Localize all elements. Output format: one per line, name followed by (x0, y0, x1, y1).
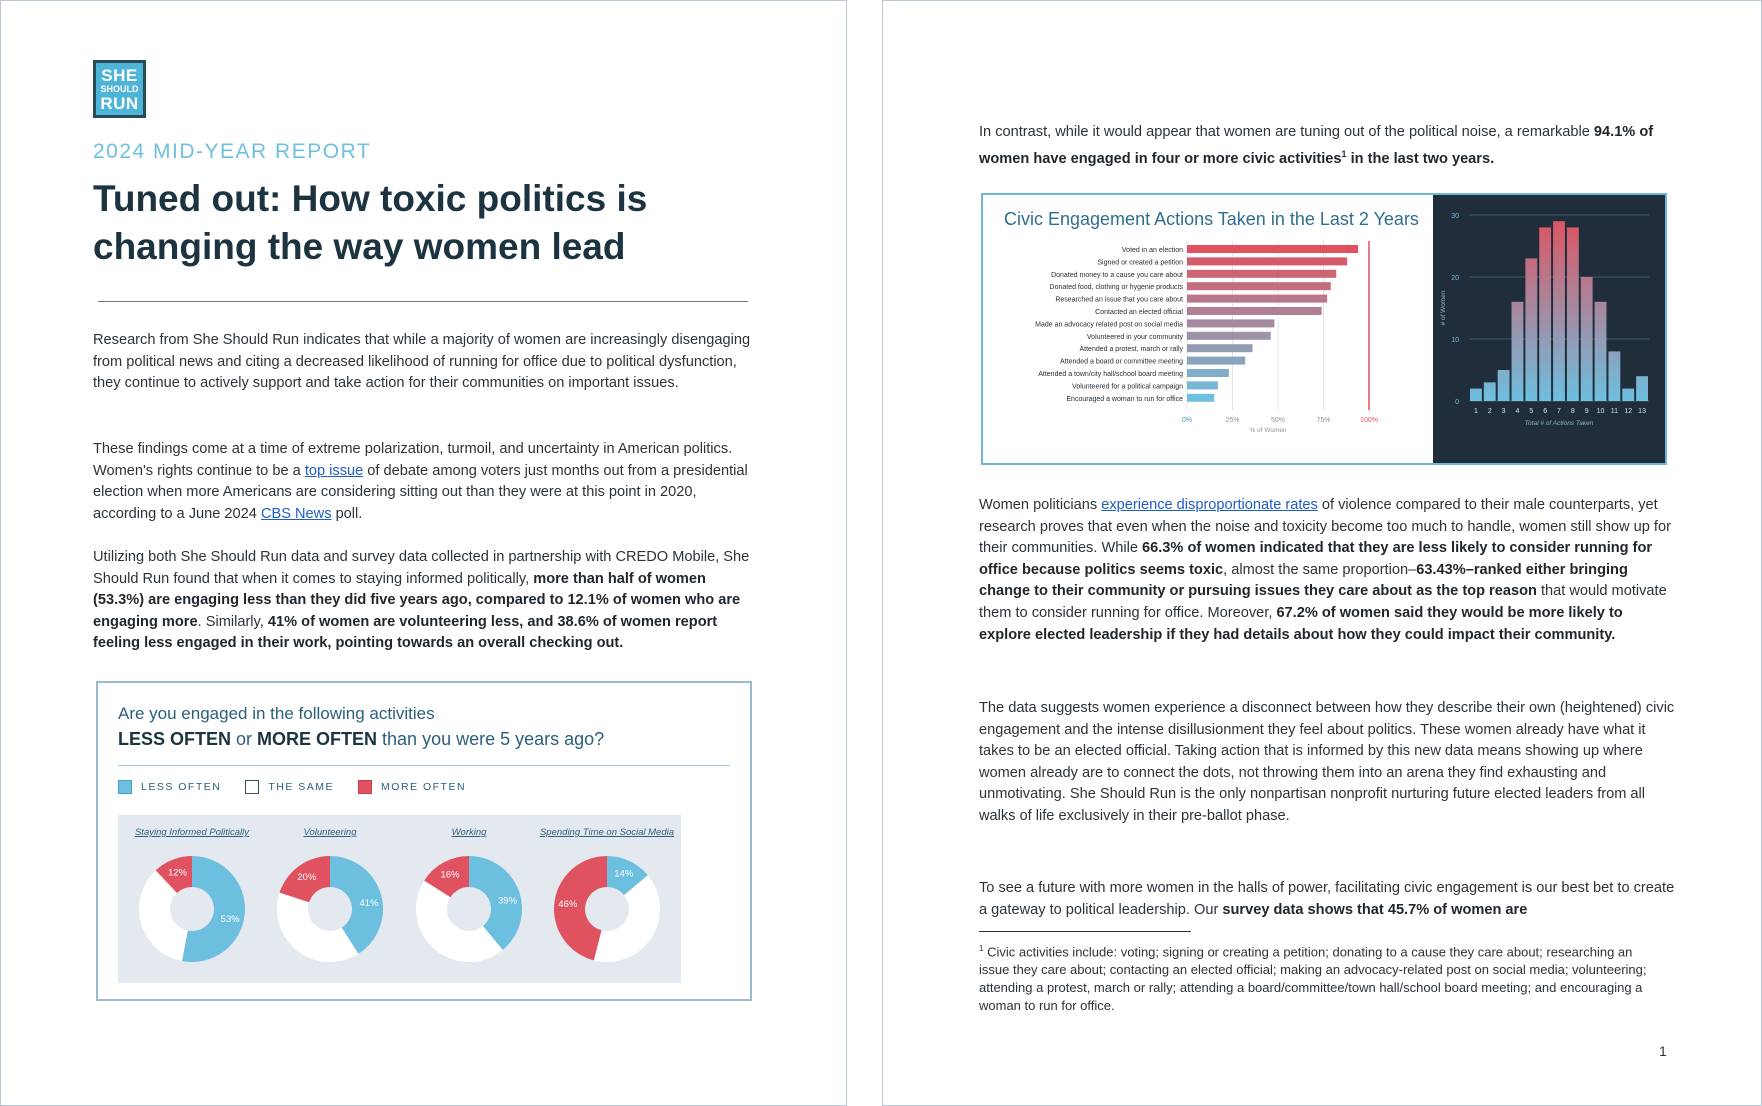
civic-engagement-chart (981, 193, 1667, 465)
logo-text-line2: SHOULD (100, 83, 139, 94)
bar-chart-category-label: Contacted an elected official (1095, 309, 1183, 316)
logo-text-line3: RUN (100, 93, 139, 113)
context-text-c: poll. (331, 505, 363, 522)
bar-chart-category-label: Voted in an election (1121, 247, 1183, 254)
donut-charts (118, 815, 738, 985)
legend-item-more-often (358, 780, 466, 794)
donut-value-label: 20% (297, 872, 317, 884)
histogram-bar (1581, 277, 1593, 401)
page-number: 1 (1659, 1043, 1667, 1059)
legend-label-more: MORE OFTEN (381, 781, 467, 793)
actions-chart-title: Civic Engagement Actions Taken in the Last 2 Years (1004, 209, 1419, 229)
donut-chart (543, 843, 671, 971)
context-text-b: of debate among voters just months out from a presidential election when more Americans are considering sitting out than they were at this point in 2020, according to a June 2024 (93, 462, 748, 522)
she-should-run-logo (93, 60, 146, 118)
bar-chart-category-label: Attended a protest, march or rally (1079, 346, 1183, 354)
context-paragraph (93, 439, 753, 525)
footnote-text: Civic activities include: voting; signing or creating a petition; donating to a cause they care about; researching an issue they care about; contacting an elected official; making an advocacy-related post on social media; volunteering; attending a protest, march or rally; attending a board/committee/town hall/school board meeting; and encouraging a woman to run for office. (979, 944, 1647, 1014)
actions-bar-chart (983, 195, 1433, 463)
violence-text-b: of violence compared to their male counterparts, yet research proves that even when the noise and toxicity become too much to handle, women still show up for their communities. While (979, 497, 1671, 557)
bar-chart-bar (1187, 245, 1358, 253)
report-label: 2024 MID-YEAR REPORT (93, 140, 372, 163)
civic-bold: 94.1% of women have engaged in four or more civic activities (979, 124, 1654, 167)
donut-title: Staying Informed Politically (134, 827, 250, 838)
donut-chart (405, 843, 533, 971)
donut-card (395, 815, 543, 983)
bar-chart-x-tick: 0% (1181, 417, 1193, 425)
donut-title: Spending Time on Social Media (539, 827, 675, 838)
bar-chart-bar (1187, 270, 1336, 278)
findings-text-a: Utilizing both She Should Run data and survey data collected in partnership with CREDO Mobile, She Should Run found that when it comes to staying informed politically, (93, 549, 750, 587)
disconnect-paragraph: The data suggests women experience a disconnect between how they describe their own (heightened) civic engagement and the intense disillusionment they feel about politics. These women already have what it takes to be an elected official. Taking action that is informed by this new data means showing up where women already are to connect the dots, not throwing them into an arena they find exhausting and unmotivating. She Should Run is the only nonpartisan nonprofit nurturing future elected leaders from all walks of life exclusively in their pre-ballot phase. (979, 700, 1675, 824)
histogram-x-tick: 4 (1515, 408, 1520, 415)
bar-chart-category-label: Volunteered in your community (1086, 333, 1183, 341)
histogram-x-axis-label: Total # of Actions Taken (1524, 420, 1594, 427)
histogram-bar (1512, 302, 1524, 401)
legend-label-less: LESS OFTEN (141, 781, 222, 793)
survey-legend (118, 780, 466, 794)
bar-chart-bar (1187, 319, 1274, 327)
histogram-bar (1553, 221, 1565, 401)
histogram-bar (1525, 258, 1537, 401)
civic-bold-end: in the last two years. (1346, 150, 1495, 167)
bar-chart-bar (1187, 369, 1229, 377)
histogram-x-tick: 9 (1584, 408, 1589, 415)
histogram-x-tick: 1 (1473, 408, 1478, 415)
bar-chart-x-tick: 25% (1225, 417, 1240, 425)
donut-value-label: 46% (558, 899, 578, 911)
bar-chart-bar (1187, 332, 1271, 340)
survey-question-line1: Are you engaged in the following activities (118, 704, 435, 723)
footnote-divider (979, 931, 1191, 932)
bar-chart-bar (1187, 295, 1327, 303)
survey-or: or (231, 729, 258, 749)
bar-chart-category-label: Researched an issue that you care about (1055, 296, 1183, 304)
violence-bold-3: 67.2% of women said they would be more likely to explore elected leadership if they had details about how they could impact their community. (979, 604, 1623, 643)
histogram-y-tick: 10 (1451, 337, 1459, 344)
bar-chart-category-label: Made an advocacy related post on social media (1035, 321, 1183, 329)
histogram-bar (1539, 227, 1551, 401)
donut-card (118, 815, 266, 983)
bar-chart-bar (1187, 381, 1218, 389)
histogram-y-tick: 30 (1451, 213, 1459, 220)
bar-chart-bar (1187, 394, 1214, 402)
histogram-bar (1498, 370, 1510, 401)
civic-text-a: In contrast, while it would appear that women are tuning out of the political noise, a remarkable (979, 124, 1594, 140)
legend-item-less-often (118, 780, 221, 794)
histogram-bar (1595, 302, 1607, 401)
histogram-bar (1470, 389, 1482, 401)
logo-text-line1: SHE (101, 65, 138, 85)
report-page-left (0, 0, 847, 1106)
histogram-bar (1608, 351, 1620, 401)
legend-swatch-same (245, 780, 259, 794)
bar-chart-x-axis-label: % of Women (1249, 427, 1287, 435)
violence-bold-2: 63.43%–ranked either bringing change to their community or pursuing issues they care about as the top reason (979, 561, 1628, 600)
cbs-news-link[interactable]: CBS News (260, 505, 332, 522)
future-paragraph (979, 878, 1675, 921)
legend-swatch-less (118, 780, 132, 794)
findings-paragraph (93, 547, 753, 655)
donut-value-label: 12% (167, 867, 187, 879)
histogram-x-tick: 8 (1570, 408, 1575, 415)
bar-chart-x-tick: 75% (1316, 417, 1331, 425)
intro-paragraph: Research from She Should Run indicates that while a majority of women are increasingly disengaging from political news and citing a decreased likelihood of running for office due to political dysfunction, they continue to actively support and take action for their communities on important issues. (93, 332, 751, 392)
footnote (979, 940, 1659, 1015)
donut-card (256, 815, 404, 983)
donut-title: Volunteering (303, 827, 357, 838)
survey-less-often: LESS OFTEN (118, 729, 232, 749)
disproportionate-rates-link[interactable]: experience disproportionate rates (1101, 497, 1318, 513)
histogram-bar (1636, 376, 1648, 401)
bar-chart-category-label: Encouraged a woman to run for office (1066, 395, 1183, 403)
headline-divider (98, 301, 748, 302)
bar-chart-category-label: Donated money to a cause you care about (1051, 271, 1183, 279)
histogram-x-tick: 10 (1596, 408, 1605, 415)
histogram-x-tick: 12 (1624, 408, 1633, 415)
survey-question-end: than you were 5 years ago? (377, 729, 605, 749)
histogram-x-tick: 11 (1610, 408, 1619, 415)
survey-more-often: MORE OFTEN (257, 729, 378, 749)
top-issue-link[interactable]: top issue (304, 462, 364, 479)
bar-chart-bar (1187, 282, 1331, 290)
actions-histogram-panel (1433, 195, 1665, 463)
histogram-bar (1567, 227, 1579, 401)
actions-bar-chart-panel (983, 195, 1433, 463)
context-text-a: These findings come at a time of extreme polarization, turmoil, and uncertainty in American politics. Women's rights continue to be a (93, 441, 733, 479)
footnote-marker: 1 (979, 944, 984, 953)
bar-chart-x-tick: 50% (1270, 417, 1286, 425)
histogram-y-axis-label: # of Women (1440, 290, 1447, 326)
survey-divider (118, 765, 730, 766)
report-page-right (882, 0, 1762, 1106)
future-text-a: To see a future with more women in the halls of power, facilitating civic engagement is our best bet to create a gateway to political leadership. Our (979, 880, 1675, 918)
future-bold: survey data shows that 45.7% of women are (1222, 901, 1528, 918)
donut-value-label: 41% (359, 897, 379, 909)
bar-chart-category-label: Signed or created a petition (1097, 259, 1183, 267)
violence-text-a: Women politicians (979, 497, 1102, 513)
histogram-x-tick: 6 (1543, 408, 1548, 415)
findings-bold-1: more than half of women (53.3%) are engaging less than they did five years ago, compared to 12.1% of women who are engaging more (93, 570, 741, 630)
bar-chart-bar (1187, 344, 1253, 352)
findings-bold-2: 41% of women are volunteering less, and 38.6% of women report feeling less engaged in their work, pointing towards an overall checking out. (93, 613, 718, 652)
violence-bold-1: 66.3% of women indicated that they are less likely to consider running for office because politics seems toxic (979, 540, 1653, 578)
violence-paragraph (979, 495, 1675, 646)
footnote-ref: 1 (1341, 148, 1347, 159)
report-headline: Tuned out: How toxic politics is changing the way women lead (93, 178, 648, 267)
findings-text-c: . Similarly, (197, 613, 268, 630)
donut-value-label: 39% (498, 895, 518, 907)
histogram-x-tick: 7 (1557, 408, 1561, 415)
donut-value-label: 14% (614, 868, 634, 880)
histogram-x-tick: 13 (1638, 408, 1646, 415)
bar-chart-bar (1187, 257, 1347, 265)
engagement-survey-graphic (96, 681, 752, 1001)
legend-item-the-same (245, 780, 334, 794)
donut-chart (266, 843, 394, 971)
bar-chart-bar (1187, 307, 1322, 315)
bar-chart-category-label: Volunteered for a political campaign (1072, 383, 1183, 391)
bar-chart-bar (1187, 357, 1245, 365)
legend-swatch-more (358, 780, 372, 794)
histogram-bar (1622, 389, 1634, 401)
donut-title: Working (451, 827, 487, 838)
bar-chart-category-label: Attended a town/city hall/school board meeting (1038, 371, 1183, 378)
civic-activities-paragraph (979, 122, 1699, 170)
donut-card (533, 815, 681, 983)
legend-label-same: THE SAME (268, 781, 335, 793)
bar-chart-category-label: Attended a board or committee meeting (1060, 358, 1183, 366)
bar-chart-category-label: Donated food, clothing or hygenie products (1049, 284, 1183, 292)
violence-text-d: that would motivate them to consider running for office. Moreover, (979, 583, 1667, 621)
donut-value-label: 16% (440, 869, 460, 881)
histogram-y-tick: 0 (1455, 399, 1459, 406)
histogram-x-tick: 2 (1487, 408, 1492, 415)
donut-value-label: 53% (220, 914, 240, 926)
donut-chart (128, 843, 256, 971)
violence-text-c: , almost the same proportion– (1223, 561, 1417, 578)
actions-histogram (1433, 195, 1665, 463)
survey-question-line2 (118, 729, 604, 750)
histogram-bar (1484, 382, 1496, 401)
histogram-x-tick: 5 (1529, 408, 1534, 415)
bar-chart-x-tick: 100% (1360, 417, 1378, 425)
histogram-x-tick: 3 (1501, 408, 1506, 415)
histogram-y-tick: 20 (1451, 275, 1459, 282)
